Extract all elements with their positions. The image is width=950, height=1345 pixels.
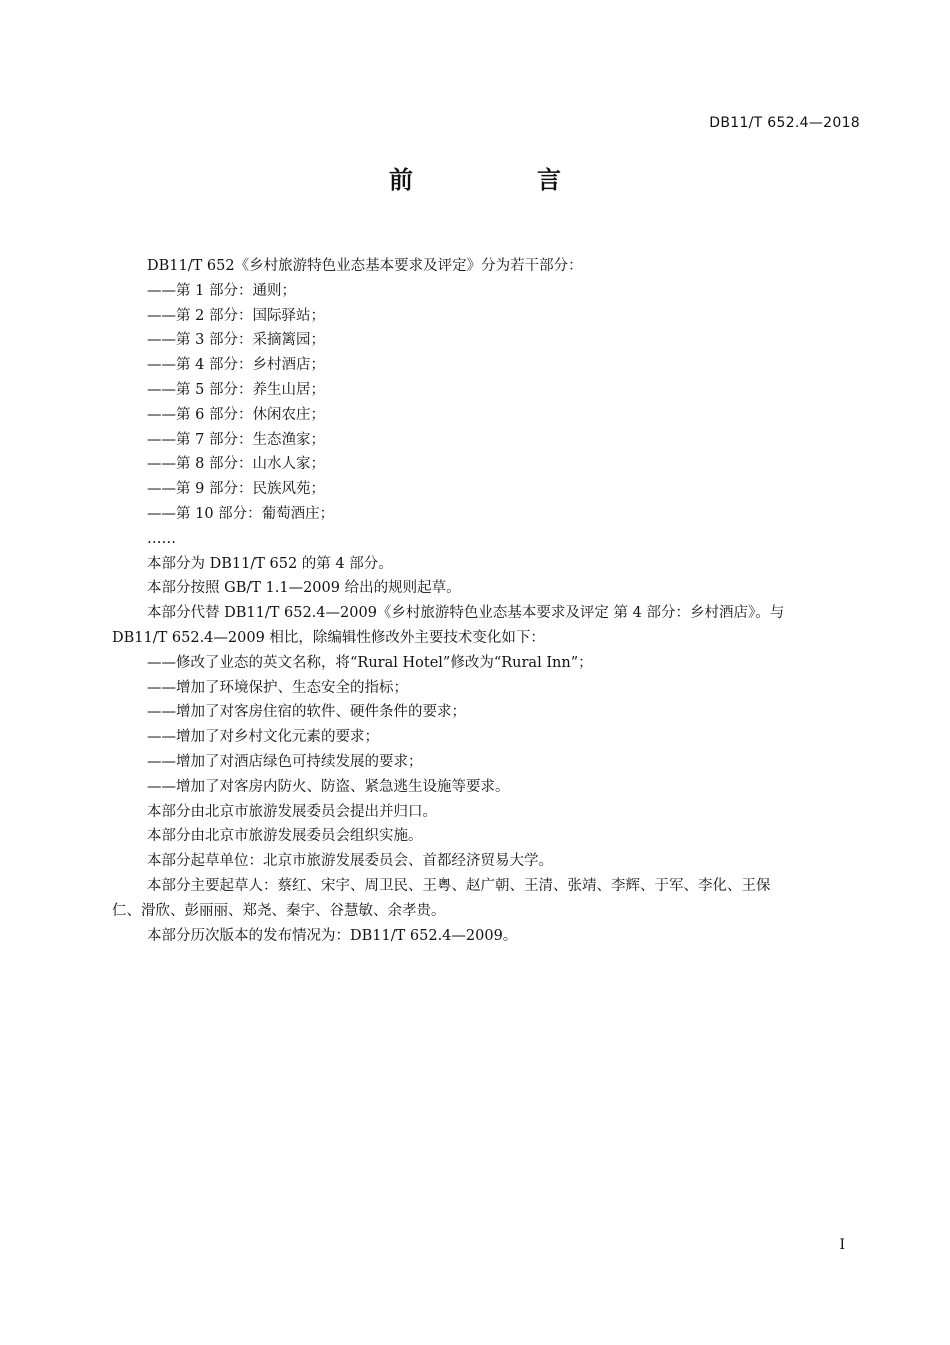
body-line: ——第 10 部分：葡萄酒庄； — [147, 505, 335, 522]
body-line: ——第 5 部分：养生山居； — [147, 381, 325, 398]
body-line: 本部分起草单位：北京市旅游发展委员会、首都经济贸易大学。 — [147, 853, 553, 870]
body-line: ——增加了对酒店绿色可持续发展的要求； — [147, 753, 423, 770]
body-line: ——第 1 部分：通则； — [147, 282, 296, 299]
body-line: ——增加了环境保护、生态安全的指标； — [147, 679, 408, 696]
page-number: I — [839, 1237, 845, 1253]
body-line: ——增加了对客房住宿的软件、硬件条件的要求； — [147, 704, 466, 721]
body-line: ——第 6 部分：休闲农庄； — [147, 406, 325, 423]
body-line: 本部分按照 GB/T 1.1—2009 给出的规则起草。 — [147, 580, 461, 597]
body-line: ——第 2 部分：国际驿站； — [147, 307, 325, 324]
body-line: ——第 3 部分：采摘篱园； — [147, 332, 325, 349]
body-line: 本部分由北京市旅游发展委员会组织实施。 — [147, 828, 423, 845]
body-line: DB11/T 652《乡村旅游特色业态基本要求及评定》分为若干部分： — [147, 258, 583, 274]
body-line: 本部分主要起草人：蔡红、宋宇、周卫民、王粤、赵广朝、王清、张靖、李辉、于军、李化、王保 — [147, 877, 771, 894]
body-line: ——修改了业态的英文名称，将“Rural Hotel”修改为“Rural Inn”； — [147, 654, 593, 671]
body-line: 本部分代替 DB11/T 652.4—2009《乡村旅游特色业态基本要求及评定 第 4 部分：乡村酒店》。与 — [147, 605, 785, 622]
body-line: 本部分历次版本的发布情况为：DB11/T 652.4—2009。 — [147, 927, 518, 944]
body-line: ——第 4 部分：乡村酒店； — [147, 357, 325, 374]
standard-code: DB11/T 652.4—2018 — [709, 115, 860, 131]
foreword-body — [112, 254, 860, 948]
body-line: 本部分由北京市旅游发展委员会提出并归口。 — [147, 803, 437, 820]
body-line: ——增加了对乡村文化元素的要求； — [147, 729, 379, 746]
body-line: 仁、滑欣、彭丽丽、郑尧、秦宇、谷慧敏、余孝贵。 — [112, 902, 446, 919]
body-line: ——第 9 部分：民族风苑； — [147, 481, 325, 498]
body-line: 本部分为 DB11/T 652 的第 4 部分。 — [147, 555, 393, 572]
body-line: DB11/T 652.4—2009 相比，除编辑性修改外主要技术变化如下： — [112, 629, 545, 646]
page-title: 前 言 — [389, 166, 611, 194]
body-line: ——第 8 部分：山水人家； — [147, 456, 325, 473]
body-line: ——增加了对客房内防火、防盗、紧急逃生设施等要求。 — [147, 778, 510, 795]
body-line: ——第 7 部分：生态渔家； — [147, 431, 325, 448]
body-line: …… — [147, 530, 176, 547]
